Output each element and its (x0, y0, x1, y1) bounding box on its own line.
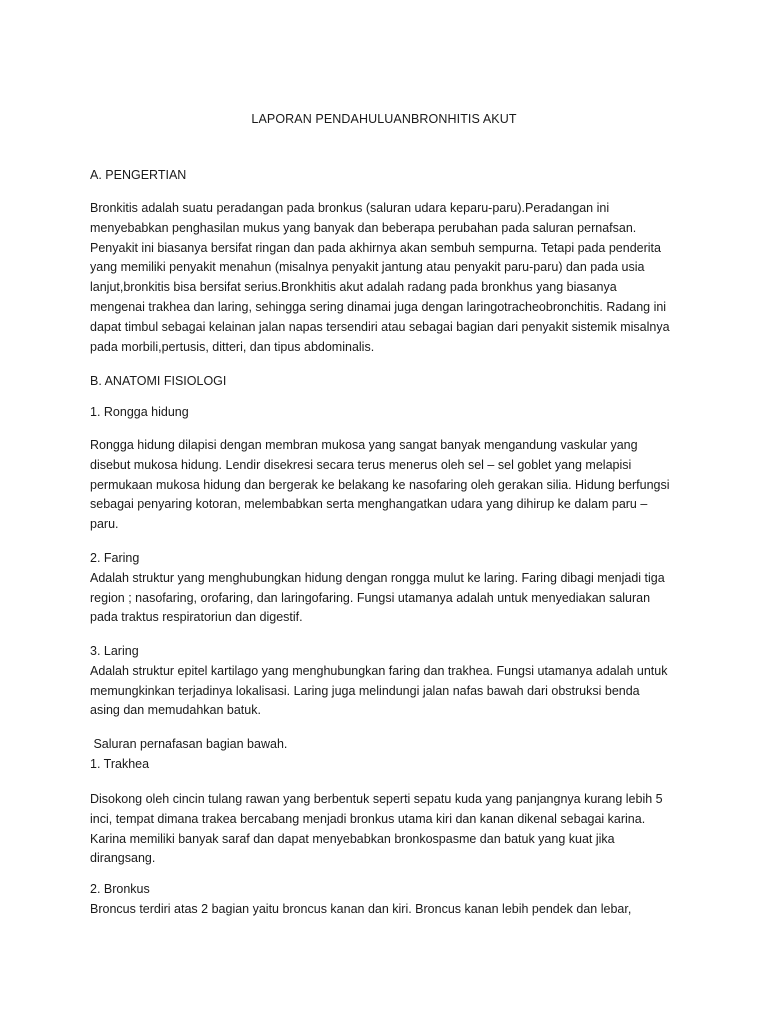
paragraph-line: memungkinkan terjadinya lokalisasi. Laring juga melindungi jalan nafas bawah dari obstruksi benda (90, 683, 640, 698)
section-b-heading (90, 372, 690, 392)
rongga-hidung-heading (90, 403, 690, 423)
subsection-heading: 2. Faring (90, 551, 140, 565)
paragraph-line: pada morbili,pertusis, ditteri, dan tipus abdominalis. (90, 339, 375, 354)
paragraph-line: menyebabkan penghasilan mukus yang banyak dan beberapa perubahan pada saluran pernafsan. (90, 220, 637, 235)
laring-block (90, 642, 690, 721)
section-a-heading (90, 166, 690, 186)
paragraph-line: paru. (90, 517, 119, 532)
paragraph-line: Rongga hidung dilapisi dengan membran mukosa yang sangat banyak mengandung vaskular yang (90, 438, 638, 452)
section-heading: A. PENGERTIAN (90, 168, 187, 182)
bronkus-block (90, 880, 690, 920)
subsection-heading: 2. Bronkus (90, 882, 150, 896)
faring-block (90, 549, 690, 628)
trakhea-paragraph (90, 790, 690, 869)
document-title: LAPORAN PENDAHULUANBRONHITIS AKUT (251, 112, 517, 126)
paragraph-line: disebut mukosa hidung. Lendir disekresi secara terus menerus oleh sel – sel goblet yang melapisi (90, 457, 632, 472)
paragraph-line: Bronkitis adalah suatu peradangan pada bronkus (saluran udara keparu-paru).Peradangan ini (90, 201, 610, 215)
paragraph-line: Adalah struktur yang menghubungkan hidung dengan rongga mulut ke laring. Faring dibagi menjadi tiga (90, 570, 665, 585)
paragraph-line: dapat timbul sebagai kelainan jalan napas tersendiri atau sebagai bagian dari penyakit sistemik misalnya (90, 319, 670, 334)
subsection-heading: 3. Laring (90, 644, 139, 658)
paragraph-line: Broncus terdiri atas 2 bagian yaitu broncus kanan dan kiri. Broncus kanan lebih pendek dan lebar, (90, 901, 632, 916)
paragraph-line: region ; nasofaring, orofaring, dan laringofaring. Fungsi utamanya adalah untuk menyediakan saluran (90, 590, 651, 605)
paragraph-line: Adalah struktur epitel kartilago yang menghubungkan faring dan trakhea. Fungsi utamanya adalah untuk (90, 663, 668, 678)
paragraph-line: permukaan mukosa hidung dan bergerak ke belakang ke nasofaring oleh gerakan silia. Hidung berfungsi (90, 477, 670, 492)
paragraph-line: mengenai trakhea dan laring, sehingga sering dinamai juga dengan laringotracheobronchitis. Radang ini (90, 299, 667, 314)
paragraph-line: lanjut,bronkitis bisa bersifat serius.Bronkhitis akut adalah radang pada bronkhus yang biasanya (90, 280, 617, 295)
paragraph-line: Disokong oleh cincin tulang rawan yang berbentuk seperti sepatu kuda yang panjangnya kurang lebih 5 (90, 792, 663, 806)
paragraph-line: Penyakit ini biasanya bersifat ringan dan pada akhirnya akan sembuh sempurna. Tetapi pada penderita (90, 240, 661, 255)
rongga-hidung-paragraph (90, 436, 690, 535)
section-a-paragraph (90, 199, 690, 357)
paragraph-line: inci, tempat dimana trakea bercabang menjadi bronkus utama kiri dan kanan dikenal sebagai karina. (90, 811, 646, 826)
paragraph-line: yang memiliki penyakit menahun (misalnya penyakit jantung atau penyakit paru-paru) dan pada usia (90, 260, 645, 275)
subsection-heading: 1. Trakhea (90, 756, 150, 771)
paragraph-line: Karina memiliki banyak saraf dan dapat menyebabkan bronkospasme dan batuk yang kuat jika (90, 831, 615, 846)
paragraph-line: asing dan memudahkan batuk. (90, 703, 261, 718)
paragraph-line: sebagai penyaring kotoran, melembabkan serta menghangatkan udara yang dihirup ke dalam paru – (90, 497, 648, 512)
saluran-bawah-block (90, 735, 690, 775)
subsection-heading: 1. Rongga hidung (90, 405, 189, 419)
paragraph-line: dirangsang. (90, 851, 156, 866)
section-heading: B. ANATOMI FISIOLOGI (90, 374, 227, 388)
paragraph-line: pada traktus respiratoriun dan digestif. (90, 610, 303, 625)
subsection-intro: Saluran pernafasan bagian bawah. (90, 737, 288, 751)
